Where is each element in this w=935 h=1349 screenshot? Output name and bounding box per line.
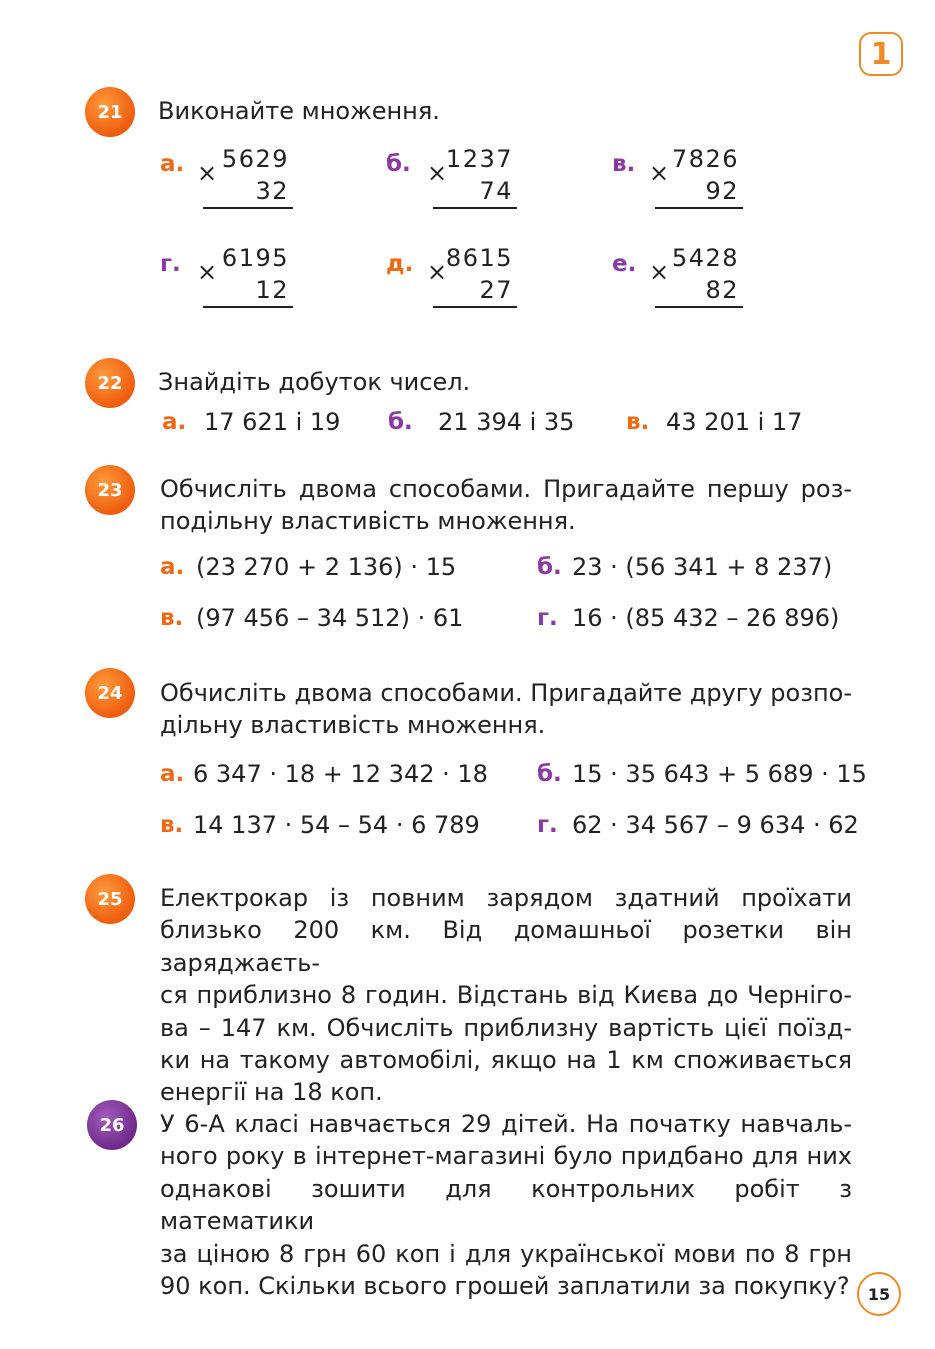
- text-line: 90 коп. Скільки всього грошей заплатили за покупку?: [160, 1272, 850, 1301]
- column-multiplication-d: [427, 244, 517, 304]
- text-line: ся приблизно 8 годин. Відстань від Києва до Черніго-: [160, 981, 852, 1010]
- column-multiplication-v: [649, 145, 743, 205]
- task-number-22: 22: [85, 358, 135, 408]
- multiplicand: 8615: [445, 244, 513, 272]
- task-23-value-a: (23 270 + 2 136) · 15: [196, 553, 457, 581]
- task-24-label-b: б.: [537, 761, 562, 787]
- task-23-label-a: а.: [160, 554, 185, 580]
- multiplicand: 6195: [221, 244, 289, 272]
- task-23-value-b: 23 · (56 341 + 8 237): [572, 553, 833, 581]
- result-line: [655, 207, 743, 209]
- multiply-sign: ×: [649, 159, 670, 187]
- task-22-value-a: 17 621 і 19: [204, 408, 341, 436]
- task-21-text: Виконайте множення.: [158, 97, 440, 125]
- multiplier: 12: [255, 276, 289, 304]
- task-23-label-b: б.: [537, 554, 562, 580]
- task-23-value-g: 16 · (85 432 – 26 896): [572, 604, 840, 632]
- chapter-badge: 1: [859, 32, 903, 76]
- text-line: У 6-А класі навчається 29 дітей. На початку навчаль-: [160, 1110, 852, 1138]
- task-21-label-g: г.: [160, 251, 181, 277]
- task-number-26: 26: [87, 1100, 137, 1150]
- task-number-24: 24: [85, 668, 135, 718]
- task-23-label-g: г.: [537, 605, 558, 631]
- column-multiplication-g: [197, 244, 293, 304]
- result-line: [203, 207, 293, 209]
- task-24-value-g: 62 · 34 567 – 9 634 · 62: [572, 811, 859, 839]
- text-line: близько 200 км. Від домашньої розетки він заряджаєть-: [160, 916, 852, 977]
- task-21-label-b: б.: [386, 151, 411, 177]
- task-22-text: Знайдіть добуток чисел.: [158, 368, 471, 396]
- result-line: [433, 207, 517, 209]
- task-24-label-a: а.: [160, 761, 185, 787]
- text-line: за ціною 8 грн 60 коп і для української мови по 8 грн: [160, 1239, 852, 1268]
- multiplier: 32: [255, 177, 289, 205]
- multiply-sign: ×: [197, 258, 218, 286]
- multiplier: 92: [705, 177, 739, 205]
- text-line: ки на такому автомобілі, якщо на 1 км споживається: [160, 1046, 852, 1075]
- text-line: Обчисліть двома способами. Пригадайте другу розпо-: [160, 679, 852, 707]
- text-line: ва – 147 км. Обчисліть приблизну вартість цієї поїзд-: [160, 1013, 852, 1042]
- task-24-label-v: в.: [160, 812, 184, 838]
- task-24-value-a: 6 347 · 18 + 12 342 · 18: [193, 760, 488, 788]
- task-21-label-a: а.: [160, 151, 185, 177]
- task-24-label-g: г.: [537, 812, 558, 838]
- task-25-text: [160, 882, 852, 1109]
- result-line: [433, 306, 517, 308]
- text-line: Обчисліть двома способами. Пригадайте першу роз-: [160, 475, 852, 503]
- result-line: [203, 306, 293, 308]
- multiply-sign: ×: [649, 258, 670, 286]
- task-21-label-d: д.: [386, 251, 414, 277]
- task-22-value-v: 43 201 і 17: [666, 408, 803, 436]
- multiply-sign: ×: [427, 258, 448, 286]
- task-number-25: 25: [85, 874, 135, 924]
- task-23-value-v: (97 456 – 34 512) · 61: [196, 604, 464, 632]
- text-line: подільну властивість множення.: [160, 507, 576, 536]
- page-number: 15: [857, 1272, 901, 1316]
- task-22-label-a: а.: [162, 409, 187, 435]
- column-multiplication-e: [649, 244, 743, 304]
- task-24-value-b: 15 · 35 643 + 5 689 · 15: [572, 760, 867, 788]
- multiplier: 82: [705, 276, 739, 304]
- task-23-text: [160, 473, 852, 538]
- task-23-label-v: в.: [160, 605, 184, 631]
- text-line: дільну властивість множення.: [160, 711, 546, 740]
- column-multiplication-b: [427, 145, 517, 205]
- text-line: енергії на 18 коп.: [160, 1078, 383, 1107]
- task-22-value-b: 21 394 і 35: [438, 408, 575, 436]
- task-22-label-b: б.: [388, 409, 413, 435]
- multiplicand: 1237: [445, 145, 513, 173]
- multiplicand: 5629: [221, 145, 289, 173]
- task-21-label-v: в.: [612, 151, 636, 177]
- text-line: однакові зошити для контрольних робіт з математики: [160, 1174, 852, 1236]
- multiplier: 74: [479, 177, 513, 205]
- result-line: [655, 306, 743, 308]
- column-multiplication-a: [197, 145, 293, 205]
- multiplicand: 5428: [671, 244, 739, 272]
- multiplier: 27: [479, 276, 513, 304]
- task-number-21: 21: [85, 87, 135, 137]
- task-number-23: 23: [85, 465, 135, 515]
- text-line: ного року в інтернет-магазині було придбано для них: [160, 1142, 852, 1171]
- multiply-sign: ×: [427, 159, 448, 187]
- task-21-label-e: е.: [612, 251, 637, 277]
- multiply-sign: ×: [197, 159, 218, 187]
- task-26-text: [160, 1108, 852, 1302]
- task-22-label-v: в.: [626, 409, 650, 435]
- text-line: Електрокар із повним зарядом здатний проїхати: [160, 884, 852, 912]
- task-24-text: [160, 677, 852, 742]
- task-24-value-v: 14 137 · 54 – 54 · 6 789: [193, 811, 480, 839]
- multiplicand: 7826: [671, 145, 739, 173]
